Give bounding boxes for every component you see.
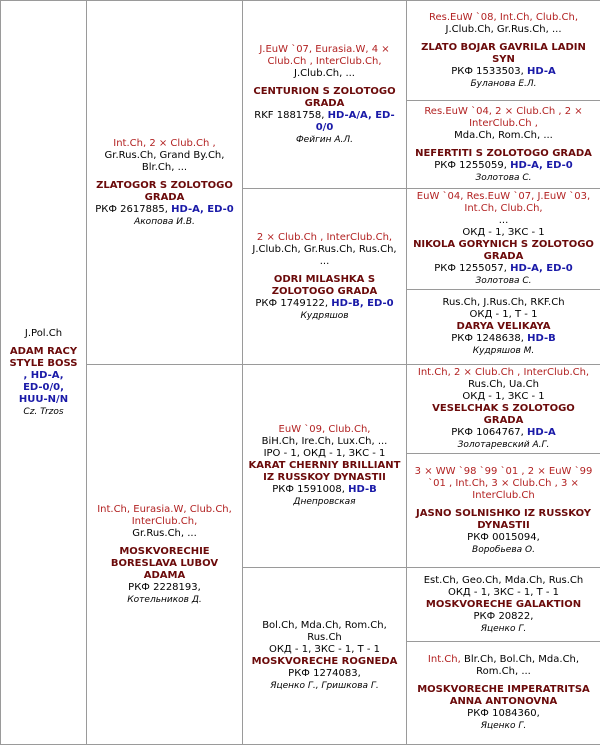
dam-name[interactable]: MOSKVORECHIE BORESLAVA LUBOV ADAMA bbox=[91, 546, 238, 582]
dd-cell bbox=[243, 568, 407, 745]
sdd-health: HD-B bbox=[527, 333, 556, 344]
sdd-titles-black: Rus.Ch, J.Rus.Ch, RKF.Ch bbox=[411, 297, 596, 309]
sdd-name[interactable]: DARYA VELIKAYA bbox=[411, 321, 596, 333]
dsd-reg: РКФ 0015094, bbox=[411, 532, 596, 544]
ss-health: HD-A/A, ED-0/0 bbox=[316, 110, 395, 133]
ss-cell bbox=[243, 1, 407, 189]
ddd-titles-black: Blr.Ch, Bol.Ch, Mda.Ch, Rom.Ch, ... bbox=[464, 654, 579, 677]
sd-reg: РКФ 1749122, bbox=[255, 298, 328, 309]
sire-name[interactable]: ZLATOGOR S ZOLOTOGO GRADA bbox=[91, 180, 238, 204]
sds-titles-black: ... bbox=[411, 215, 596, 227]
dds-cell bbox=[407, 568, 600, 642]
ss-titles-black: J.Club.Ch, ... bbox=[247, 68, 402, 80]
sss-owner: Буланова Е.Л. bbox=[411, 78, 596, 90]
dam-titles-red: Int.Ch, Eurasia.W, Club.Ch, InterClub.Ch, bbox=[91, 504, 238, 528]
subject-name[interactable]: ADAM RACY STYLE BOSS bbox=[5, 346, 82, 370]
dsd-cell bbox=[407, 454, 600, 568]
sdd-work: ОКД - 1, Т - 1 bbox=[411, 309, 596, 321]
ds-titles-red: EuW `09, Club.Ch, bbox=[247, 424, 402, 436]
ss-reg: RKF 1881758, bbox=[254, 110, 324, 121]
sds-owner: Золотова С. bbox=[411, 275, 596, 287]
ssd-health: HD-A, ED-0 bbox=[510, 160, 573, 171]
sd-titles-black: J.Club.Ch, Gr.Rus.Ch, Rus.Ch, ... bbox=[247, 244, 402, 268]
sdd-cell bbox=[407, 290, 600, 365]
dds-reg: РКФ 20822, bbox=[411, 611, 596, 623]
ss-owner: Фейгин А.Л. bbox=[247, 134, 402, 146]
dsd-owner: Воробьева О. bbox=[411, 544, 596, 556]
ssd-titles-black: Mda.Ch, Rom.Ch, ... bbox=[411, 130, 596, 142]
sire-owner: Акопова И.В. bbox=[91, 216, 238, 228]
dsd-titles-red: 3 × WW `98 `99 `01 , 2 × EuW `99 `01 , Int.Ch, 3 × Club.Ch , 3 × InterClub.Ch bbox=[411, 466, 596, 502]
sds-health: HD-A, ED-0 bbox=[510, 263, 573, 274]
dss-titles-red: Int.Ch, 2 × Club.Ch , InterClub.Ch, bbox=[411, 367, 596, 379]
sd-owner: Кудряшов bbox=[247, 310, 402, 322]
dds-name[interactable]: MOSKVORECHE GALAKTION bbox=[411, 599, 596, 611]
sire-reg: РКФ 2617885, bbox=[95, 204, 168, 215]
ssd-name[interactable]: NEFERTITI S ZOLOTOGO GRADA bbox=[411, 148, 596, 160]
dds-work: ОКД - 1, ЗКС - 1, Т - 1 bbox=[411, 587, 596, 599]
sds-titles-red: EuW `04, Res.EuW `07, J.EuW `03, Int.Ch, Club.Ch, bbox=[411, 191, 596, 215]
sss-name[interactable]: ZLATO BOJAR GAVRILA LADIN SYN bbox=[411, 42, 596, 66]
ds-titles-black: BiH.Ch, Ire.Ch, Lux.Ch, ... bbox=[247, 436, 402, 448]
dd-owner: Яценко Г., Гришкова Г. bbox=[247, 680, 402, 692]
dss-health: HD-A bbox=[527, 427, 556, 438]
subject-health-c: HUU-N/N bbox=[5, 394, 82, 406]
ddd-reg: РКФ 1084360, bbox=[411, 708, 596, 720]
ds-reg: РКФ 1591008, bbox=[272, 484, 345, 495]
ssd-owner: Золотова С. bbox=[411, 172, 596, 184]
ds-cell bbox=[243, 365, 407, 568]
dss-titles-black: Rus.Ch, Ua.Ch bbox=[411, 379, 596, 391]
sds-name[interactable]: NIKOLA GORYNICH S ZOLOTOGO GRADA bbox=[411, 239, 596, 263]
sd-health: HD-B, ED-0 bbox=[331, 298, 393, 309]
ds-work: IPO - 1, ОКД - 1, ЗКС - 1 bbox=[247, 448, 402, 460]
ddd-owner: Яценко Г. bbox=[411, 720, 596, 732]
dds-titles-black: Est.Ch, Geo.Ch, Mda.Ch, Rus.Ch bbox=[411, 575, 596, 587]
ds-health: HD-B bbox=[348, 484, 377, 495]
ds-name[interactable]: KARAT CHERNIY BRILLIANT IZ RUSSKOY DYNASTII bbox=[247, 460, 402, 484]
dsd-name[interactable]: JASNO SOLNISHKO IZ RUSSKOY DYNASTII bbox=[411, 508, 596, 532]
sdd-reg: РКФ 1248638, bbox=[451, 333, 524, 344]
ssd-reg: РКФ 1255059, bbox=[434, 160, 507, 171]
sd-name[interactable]: ODRI MILASHKA S ZOLOTOGO GRADA bbox=[247, 274, 402, 298]
sd-cell bbox=[243, 189, 407, 365]
ds-owner: Днепровская bbox=[247, 496, 402, 508]
subject-owner: Cz. Trzos bbox=[5, 406, 82, 418]
dam-owner: Котельников Д. bbox=[91, 594, 238, 606]
sss-health: HD-A bbox=[527, 66, 556, 77]
subject-cell bbox=[1, 1, 87, 745]
sire-cell bbox=[87, 1, 243, 365]
ddd-cell bbox=[407, 642, 600, 745]
subject-health-a: , HD-A, bbox=[5, 370, 82, 382]
sss-titles-black: J.Club.Ch, Gr.Rus.Ch, ... bbox=[411, 24, 596, 36]
dss-owner: Золотаревский А.Г. bbox=[411, 439, 596, 451]
sss-cell bbox=[407, 1, 600, 101]
sss-reg: РКФ 1533503, bbox=[451, 66, 524, 77]
ssd-titles-red: Res.EuW `04, 2 × Club.Ch , 2 × InterClub.Ch , bbox=[411, 106, 596, 130]
dss-work: ОКД - 1, ЗКС - 1 bbox=[411, 391, 596, 403]
sdd-owner: Кудряшов М. bbox=[411, 345, 596, 357]
dss-name[interactable]: VESELCHAK S ZOLOTOGO GRADA bbox=[411, 403, 596, 427]
subject-health-b: ED-0/0, bbox=[5, 382, 82, 394]
sds-reg: РКФ 1255057, bbox=[434, 263, 507, 274]
sd-titles-red: 2 × Club.Ch , InterClub.Ch, bbox=[247, 232, 402, 244]
dd-name[interactable]: MOSKVORECHE ROGNEDA bbox=[247, 656, 402, 668]
ddd-name[interactable]: MOSKVORECHE IMPERATRITSA ANNA ANTONOVNA bbox=[411, 684, 596, 708]
dam-reg: РКФ 2228193, bbox=[91, 582, 238, 594]
sds-work: ОКД - 1, ЗКС - 1 bbox=[411, 227, 596, 239]
sds-cell bbox=[407, 189, 600, 290]
ssd-cell bbox=[407, 101, 600, 189]
dd-reg: РКФ 1274083, bbox=[247, 668, 402, 680]
dss-reg: РКФ 1064767, bbox=[451, 427, 524, 438]
sire-health: HD-A, ED-0 bbox=[171, 204, 234, 215]
dss-cell bbox=[407, 365, 600, 454]
dds-owner: Яценко Г. bbox=[411, 623, 596, 635]
ddd-titles-red: Int.Ch, bbox=[428, 654, 461, 665]
sire-titles-black: Gr.Rus.Ch, Grand By.Ch, Blr.Ch, ... bbox=[91, 150, 238, 174]
sss-titles-red: Res.EuW `08, Int.Ch, Club.Ch, bbox=[411, 12, 596, 24]
sire-titles-red: Int.Ch, 2 × Club.Ch , bbox=[91, 138, 238, 150]
ss-name[interactable]: CENTURION S ZOLOTOGO GRADA bbox=[247, 86, 402, 110]
dd-work: ОКД - 1, ЗКС - 1, Т - 1 bbox=[247, 644, 402, 656]
dd-titles-black: Bol.Ch, Mda.Ch, Rom.Ch, Rus.Ch bbox=[247, 620, 402, 644]
dam-cell bbox=[87, 365, 243, 745]
ss-titles-red: J.EuW `07, Eurasia.W, 4 × Club.Ch , InterClub.Ch, bbox=[247, 44, 402, 68]
subject-titles: J.Pol.Ch bbox=[5, 328, 82, 340]
dam-titles-black: Gr.Rus.Ch, ... bbox=[91, 528, 238, 540]
